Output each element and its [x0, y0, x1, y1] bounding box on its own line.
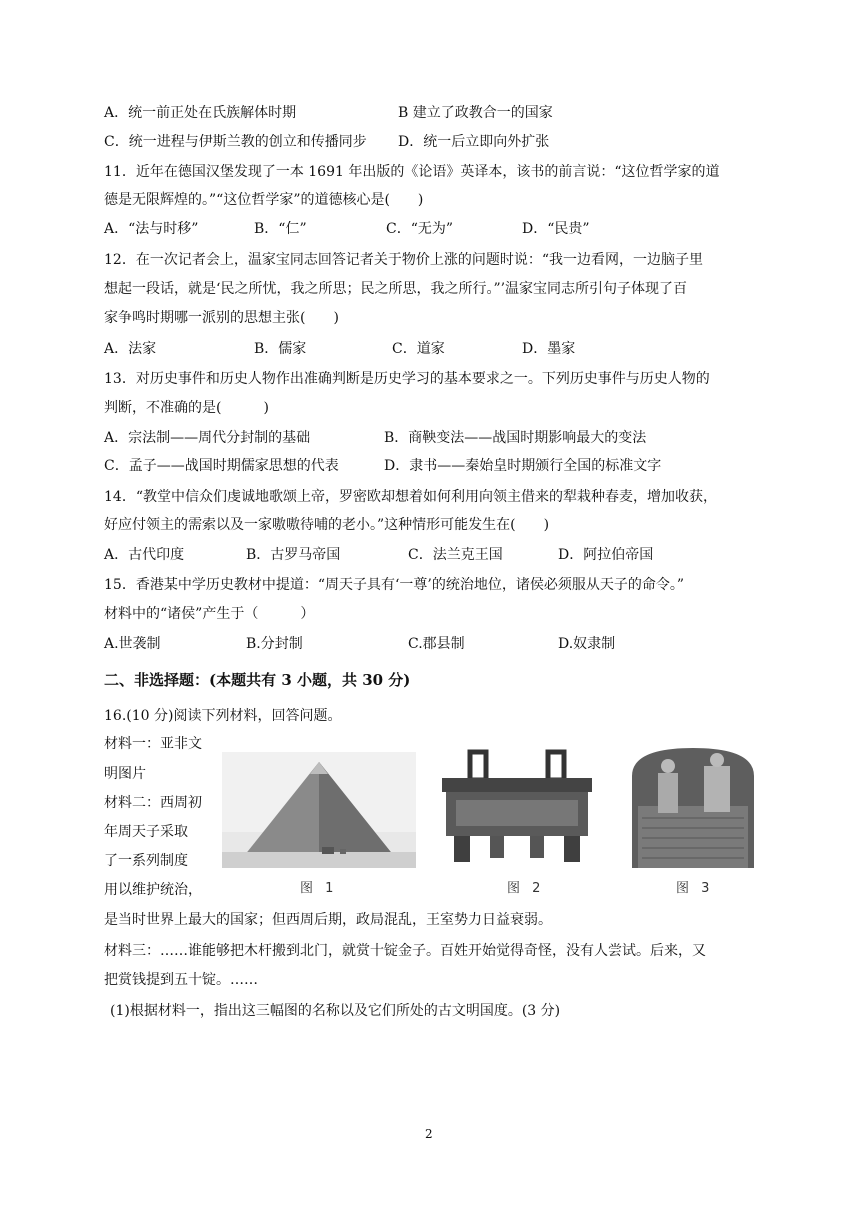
material1-label-line1: 材料一：亚非文: [104, 736, 202, 752]
q10-option-b: B 建立了政教合一的国家: [398, 105, 553, 121]
q10-option-c: C．统一进程与伊斯兰教的创立和传播同步: [104, 134, 367, 150]
q13-option-b: B．商鞅变法——战国时期影响最大的变法: [384, 430, 647, 446]
q14-option-c: C．法兰克王国: [408, 547, 503, 563]
q13-stem-line1: 13．对历史事件和历史人物作出准确判断是历史学习的基本要求之一。下列历史事件与历史人物的: [104, 371, 710, 387]
q11-option-a: A．“法与时移”: [104, 221, 199, 237]
q13-stem-line2: 判断，不准确的是( ): [104, 400, 269, 416]
q10-option-d: D．统一后立即向外扩张: [398, 134, 550, 150]
q15-option-a: A.世袭制: [104, 636, 161, 652]
q12-option-c: C．道家: [392, 341, 445, 357]
q12-option-b: B．儒家: [254, 341, 307, 357]
q11-stem-line2: 德是无限辉煌的。”“这位哲学家”的道德核心是( ): [104, 192, 424, 208]
figure-2-bronze-ding-image: [432, 748, 602, 868]
figure-3-caption: 图 3: [676, 881, 714, 896]
q15-stem-line1: 15．香港某中学历史教材中提道：“周天子具有‘一尊’的统治地位，诸侯必须服从天子的命令。”: [104, 577, 685, 593]
q12-stem-line1: 12．在一次记者会上，温家宝同志回答记者关于物价上涨的问题时说：“我一边看网，一边脑子里: [104, 252, 703, 268]
material2-line4: 用以维护统治，: [104, 882, 202, 898]
material2-line3: 了一系列制度: [104, 853, 188, 869]
q14-option-b: B．古罗马帝国: [246, 547, 341, 563]
q14-stem-line1: 14．“教堂中信众们虔诚地歌颂上帝，罗密欧却想着如何利用向领主借来的犁栽种春麦，增加收获，: [104, 489, 717, 505]
material3-line2: 把赏钱提到五十锭。……: [104, 972, 258, 988]
material3-line1: 材料三：……谁能够把木杆搬到北门，就赏十锭金子。百姓开始觉得奇怪，没有人尝试。后来，又: [104, 943, 706, 959]
section2-heading: 二、非选择题：(本题共有 3 小题，共 30 分): [104, 671, 411, 689]
q13-option-a: A．宗法制——周代分封制的基础: [104, 430, 311, 446]
q14-option-a: A．古代印度: [104, 547, 185, 563]
q15-option-d: D.奴隶制: [558, 636, 616, 652]
figure-1-pyramid-image: [222, 752, 416, 868]
q16-subquestion-1: (1)根据材料一，指出这三幅图的名称以及它们所处的古文明国度。(3 分): [110, 1003, 561, 1019]
figure-1-caption: 图 1: [300, 881, 338, 896]
q11-stem-line1: 11．近年在德国汉堡发现了一本 1691 年出版的《论语》英译本，该书的前言说：“这位哲学家的道: [104, 164, 720, 180]
q15-option-b: B.分封制: [246, 636, 303, 652]
q12-option-d: D．墨家: [522, 341, 576, 357]
q15-stem-line2: 材料中的“诸侯”产生于（ ）: [104, 606, 315, 622]
q11-option-c: C．“无为”: [386, 221, 454, 237]
q13-option-c: C．孟子——战国时期儒家思想的代表: [104, 458, 339, 474]
q12-stem-line2: 想起一段话，就是‘民之所忧，我之所思；民之所思，我之所行。”’温家宝同志所引句子体现了百: [104, 281, 688, 297]
q10-option-a: A．统一前正处在氏族解体时期: [104, 105, 297, 121]
figure-2-caption: 图 2: [507, 881, 545, 896]
q16-intro: 16.(10 分)阅读下列材料，回答问题。: [104, 708, 342, 724]
q11-option-d: D．“民贵”: [522, 221, 590, 237]
q11-option-b: B．“仁”: [254, 221, 307, 237]
q12-option-a: A．法家: [104, 341, 157, 357]
q14-option-d: D．阿拉伯帝国: [558, 547, 654, 563]
material2-line2: 年周天子采取: [104, 824, 188, 840]
page-number: 2: [425, 1127, 433, 1141]
q12-stem-line3: 家争鸣时期哪一派别的思想主张( ): [104, 310, 339, 326]
q13-option-d: D．隶书——秦始皇时期颁行全国的标准文字: [384, 458, 662, 474]
q15-option-c: C.郡县制: [408, 636, 465, 652]
material2-line5: 是当时世界上最大的国家；但西周后期，政局混乱，王室势力日益衰弱。: [104, 912, 552, 928]
figure-3-stele-image: [628, 746, 758, 868]
material2-line1: 材料二：西周初: [104, 795, 202, 811]
q14-stem-line2: 好应付领主的需索以及一家嗷嗷待哺的老小。”这种情形可能发生在( ): [104, 517, 550, 533]
material1-label-line2: 明图片: [104, 766, 146, 782]
